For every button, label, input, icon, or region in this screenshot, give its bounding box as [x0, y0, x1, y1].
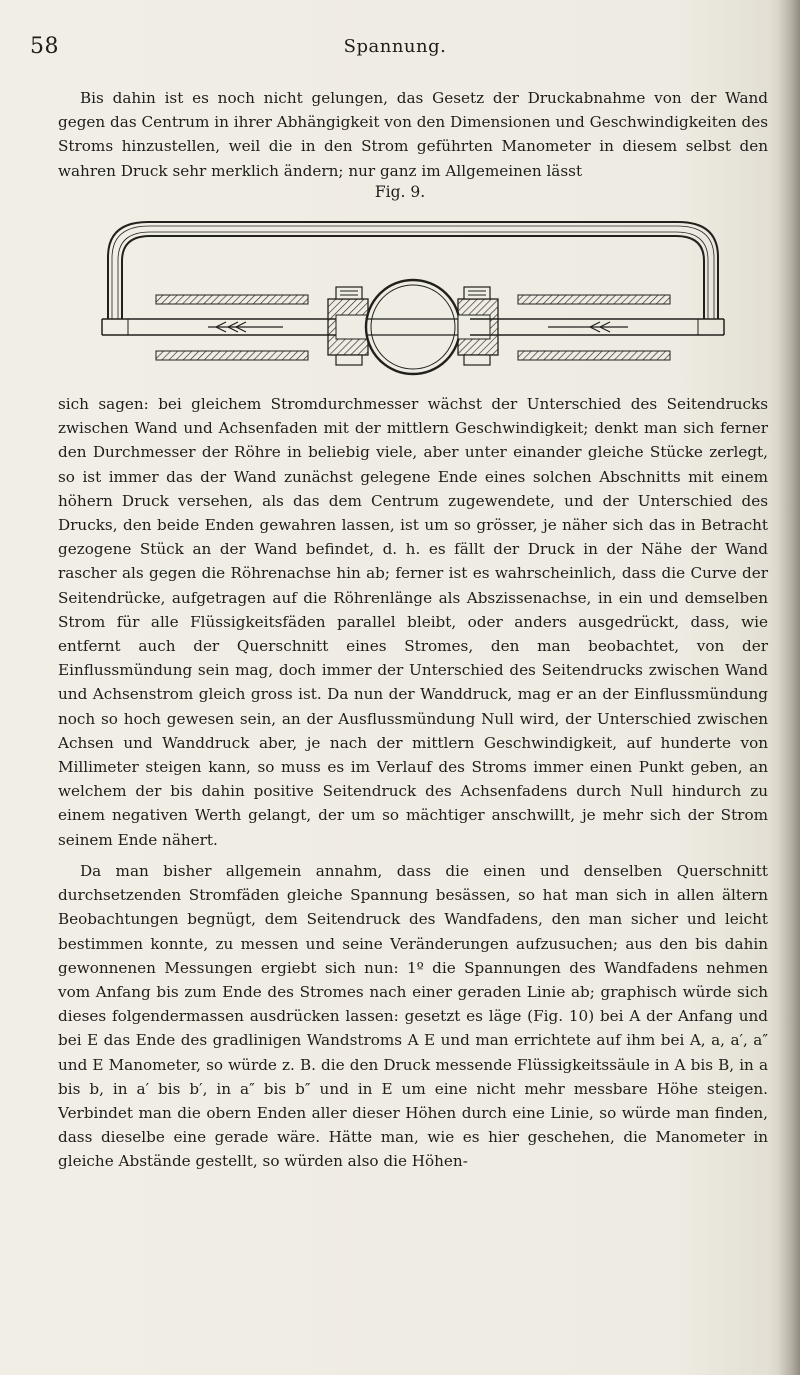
- paragraph-2: sich sagen: bei gleichem Stromdurchmesser wächst der Unterschied des Seitendrucks zwischen Wand und Achsenfaden mit der mittlern Geschwindigkeit; denkt man sich ferner den Durchmesser der Röhre in beliebig viele, aber unter einander gleiche Stücke zerlegt, so ist immer das der Wand zunächst gelegene Ende eines solchen Abschnitts mit einem höhern Druck versehen, als das dem Centrum zugewendete, und der Unterschied des Drucks, den beide Enden gewahren lassen, ist um so grösser, je näher sich das in Betracht gezogene Stück an der Wand befindet, d. h. es fällt der Druck in der Nähe der Wand rascher als gegen die Röhrenachse hin ab; ferner ist es wahrscheinlich, dass die Curve der Seitendrücke, aufgetragen auf die Röhrenlänge als Abszissenachse, in ein und demselben Strom für alle Flüssigkeitsfäden parallel bleibt, oder anders ausgedrückt, dass, wie entfernt auch der Querschnitt eines Stromes, den man beobachtet, von der Einflussmündung sein mag, doch immer der Unterschied des Seitendrucks zwischen Wand und Achsenstrom gleich gross ist. Da nun der Wanddruck, mag er an der Einflussmündung noch so hoch gewesen sein, an der Ausflussmündung Null wird, der Unterschied zwischen Achsen und Wanddruck aber, je nach der mittlern Geschwindigkeit, auf hunderte von Millimeter steigen kann, so muss es im Verlauf des Stroms immer einen Punkt geben, an welchem der bis dahin positive Seitendruck des Achsenfadens durch Null hindurch zu einem negativen Werth gelangt, der um so mächtiger anschwillt, je mehr sich der Strom seinem Ende nähert.: [58, 395, 768, 849]
- paragraph-3: Da man bisher allgemein annahm, dass die einen und denselben Querschnitt durchsetzenden Stromfäden gleiche Spannung besässen, so hat man sich in allen ältern Beobachtungen begnügt, dem Seitendruck des Wandfadens, den man sicher und leicht bestimmen konnte, zu messen und seine Veränderungen aufzusuchen; aus den bis dahin gewonnenen Messungen ergiebt sich nun: 1º die Spannungen des Wandfadens nehmen vom Anfang bis zum Ende des Stromes nach einer geraden Linie ab; graphisch würde sich dieses folgendermassen ausdrücken lassen: gesetzt es läge (Fig. 10) bei A der Anfang und bei E das Ende des gradlinigen Wandstroms A E und man errichtete auf ihm bei A, a, a′, a″ und E Manometer, so würde z. B. die den Druck messende Flüssigkeitssäule in A bis B, in a bis b, in a′ bis b′, in a″ bis b″ und in E um eine nicht mehr messbare Höhe steigen. Verbindet man die obern Enden aller dieser Höhen durch eine Linie, so würde man finden, dass dieselbe eine gerade wäre. Hätte man, wie es hier geschehen, die Manometer in gleiche Abstände gestellt, so würden also die Höhen-: [58, 862, 768, 1171]
- page-edge-shadow: [778, 0, 800, 1375]
- central-bulb: [366, 280, 460, 374]
- running-head: Spannung.: [343, 36, 447, 57]
- left-connector-block: [328, 287, 368, 365]
- paragraph-1: Bis dahin ist es noch nicht gelungen, das Gesetz der Druckabnahme von der Wand gegen das Centrum in ihrer Abhängigkeit von den Dimensionen und Geschwindigkeiten des Stroms hinzustellen, weil die in den Strom geführten Manometer in diesem selbst den wahren Druck sehr merklich ändern; nur ganz im Allgemeinen lässt: [58, 89, 768, 180]
- page-number: 58: [30, 34, 59, 59]
- page-header: [30, 34, 760, 64]
- right-connector-block: [458, 287, 498, 365]
- flow-arrow-left: [208, 322, 283, 332]
- figure-label: Fig. 9.: [374, 183, 426, 201]
- flow-arrow-right: [548, 322, 628, 332]
- figure-9-tube-diagram: [88, 207, 738, 387]
